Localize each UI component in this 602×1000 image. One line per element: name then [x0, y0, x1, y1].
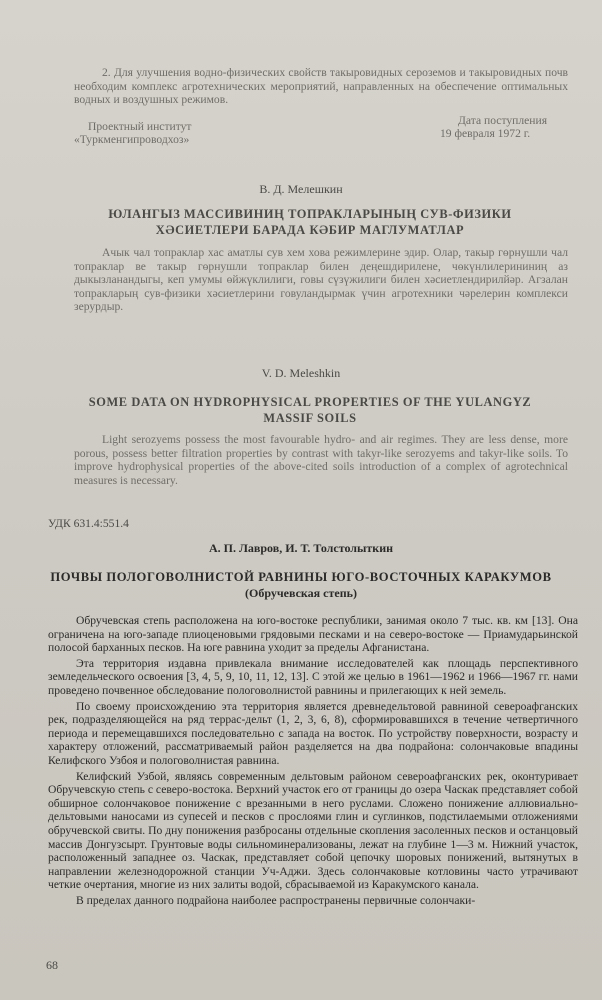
- english-summary-title: [40, 394, 580, 426]
- body-paragraph-1: Обручевская степь расположена на юго-востоке республики, занимая около 7 тыс. кв. км [13]. Она ограничена на юго-западе плиоценовыми грядовыми песками и на северо-востоке — Приамударьинской полосой барханных песков. На юге равнина уходит за пределы Афганистана.: [48, 614, 578, 655]
- body-paragraph-5: В пределах данного подрайона наиболее распространены первичные солончаки-: [76, 893, 476, 907]
- article-body: [48, 614, 578, 907]
- institute-line-2: «Туркменгипроводхоз»: [74, 133, 190, 146]
- turkmen-title-line-2: ХӘСИЕТЛЕРИ БАРАДА КӘБИР МАГЛУМАТЛАР: [155, 223, 465, 237]
- previous-article-conclusion-item-2: 2. Для улучшения водно-физических свойств такыровидных сероземов и такыровидных почв необходим комплекс агротехнических мероприятий, направленных на обеспечение оптимальных водных и воздушных режимов.: [74, 66, 568, 107]
- udk-code: УДК 631.4:551.4: [48, 517, 129, 530]
- institute-affiliation: [74, 120, 274, 146]
- turkmen-summary-abstract: Ачык чал топраклар хас аматлы сув хем хова режимлерине эдир. Олар, такыр гөрнушли чал топраклар ве такыр гөрнушли топраклар билен деңешдирилене, чөкүнлилерининиң аз дыкызланандыгы, кеп умумы өйжүклилиги, говы сүзүжилиги билен хәсиетлендирилйәр. Агзалан топракларың сув-физики хәсиетлерини говуландырмак үчин агротехники чәрелерин комплекси зерурдыр.: [74, 246, 568, 314]
- page-number: 68: [46, 958, 58, 972]
- article-title: ПОЧВЫ ПОЛОГОВОЛНИСТОЙ РАВНИНЫ ЮГО-ВОСТОЧНЫХ КАРАКУМОВ: [50, 570, 552, 584]
- body-paragraph-3: По своему происхождению эта территория является древнедельтовой равниной североафганских рек, подразделяющейся на ряд террас-дельт (1, 2, 3, 6, 8), сформировавшихся в течение четвертичного периода и перемещавшихся последовательно с запада на восток. По устройству поверхности, возрасту и характеру отложений, рассматриваемый район разделяется на два подрайона: солончаковые впадины Келифского Узбоя и пологоволнистая равнина.: [48, 699, 578, 767]
- body-paragraph-2: Эта территория издавна привлекала внимание исследователей как площадь перспективного земледельческого освоения [3, 4, 5, 9, 10, 11, 12, 13]. С этой же целью в 1961—1962 и 1966—1967 гг. нами проведено почвенное обследование пологоволнистой равнины и прилегающих к ней земель.: [48, 656, 578, 697]
- turkmen-summary-author: В. Д. Мелешкин: [259, 182, 343, 196]
- body-paragraph-4: Келифский Узбой, являясь современным дельтовым районом североафганских рек, оконтуривает Обручевскую степь с северо-востока. Верхний участок его от границы до озера Часкак представляет собой обширное солончаковое понижение с врезанными в него руслами. Сложено понижение аллювиально-дельтовыми наносами из супесей и песков с прослоями глин и суглинков, подстилаемыми отложениями обручевской свиты. По дну понижения разбросаны отдельные скопления засоленных песков и останцовый массив Донгузсырт. Грунтовые воды сильноминерализованы, лежат на глубине 1—3 м. Нижний участок, расположенный западнее оз. Часкак, представляет собой цепочку шоровых понижений, вытянутых в направлении железнодорожной станции Уч-Аджи. Здесь солончаковые котловины часто утрачивают четкие очертания, многие из них залиты водой, сбрасываемой из Каракумского канала.: [48, 769, 578, 892]
- received-date-value: 19 февраля 1972 г.: [440, 127, 531, 140]
- article-authors: А. П. Лавров, И. Т. Толстолыткин: [208, 541, 394, 555]
- english-summary-abstract: Light serozyems possess the most favourable hydro- and air regimes. They are less dense, more porous, possess better filtration properties by contrast with takyr-like serozyems and takyr-like soils. To improve hydrophysical properties of the above-cited soils introduction of a complex of agrotechnical measures is necessary.: [74, 433, 568, 487]
- english-title-line-2: MASSIF SOILS: [263, 411, 357, 425]
- institute-line-1: Проектный институт: [88, 120, 192, 133]
- received-label: Дата поступления: [458, 114, 548, 127]
- turkmen-summary-title: [40, 206, 580, 238]
- english-summary-author: V. D. Meleshkin: [261, 366, 341, 380]
- english-title-line-1: SOME DATA ON HYDROPHYSICAL PROPERTIES OF THE YULANGYZ: [88, 395, 532, 409]
- turkmen-title-line-1: ЮЛАНГЫЗ МАССИВИНИҢ ТОПРАКЛАРЫНЫҢ СУВ-ФИЗИКИ: [108, 207, 512, 221]
- received-date: [440, 114, 580, 140]
- article-subtitle: (Обручевская степь): [245, 586, 357, 600]
